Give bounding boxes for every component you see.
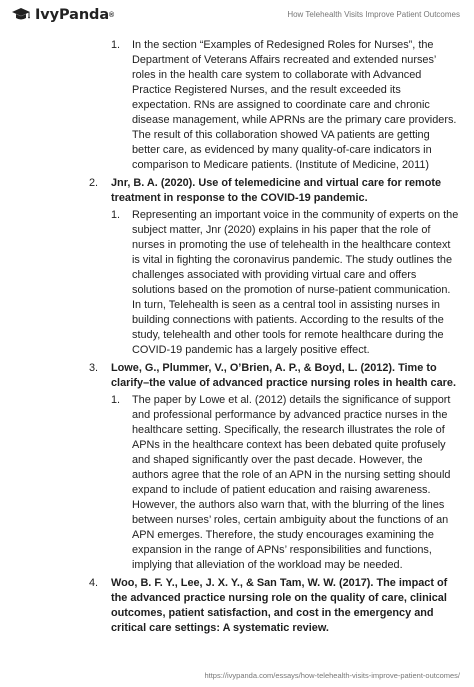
annotation-line: expansion in the range of APNs’ responsibilities and functions, xyxy=(132,544,432,556)
annotation-line: In turn, Telehealth is seen as a central tool in assisting nurses in xyxy=(132,299,440,311)
annotation-line: However, the authors also warn that, with the blurring of the lines xyxy=(132,499,445,511)
annotation-line: COVID-19 pandemic has a largely positive effect. xyxy=(132,344,370,356)
page-header xyxy=(0,0,474,28)
annotation-line: and shaped significantly over the past decade. However, the xyxy=(132,454,423,466)
document-title: How Telehealth Visits Improve Patient Outcomes xyxy=(287,10,460,19)
annotation-line: authors agree that the role of an APN in the nursing setting should xyxy=(132,469,451,481)
annotation-line: study, telehealth and other tools for remote healthcare during the xyxy=(132,329,444,341)
ivypanda-logo[interactable] xyxy=(11,7,114,23)
annotation-line: expectation. RNs are assigned to coordinate care and chronic xyxy=(132,99,430,111)
annotation-line: between nurses’ roles, certain ambiguity about the functions of an xyxy=(132,514,449,526)
reference-citation-line: clarify–the value of advanced practice nursing roles in health care. xyxy=(111,377,456,389)
reference-citation-line: Woo, B. F. Y., Lee, J. X. Y., & San Tam, W. W. (2017). The impact of xyxy=(111,577,448,589)
reference-citation-line: Jnr, B. A. (2020). Use of telemedicine and virtual care for remote xyxy=(111,177,442,189)
source-url-link[interactable]: https://ivypanda.com/essays/how-telehealth-visits-improve-patient-outcomes/ xyxy=(204,671,460,680)
reference-citation-line: treatment in response to the COVID-19 pandemic. xyxy=(111,192,368,204)
annotation-number: 1. xyxy=(111,394,121,406)
reference-number: 3. xyxy=(89,362,99,374)
annotation-line: challenges associated with providing virtual care and offers xyxy=(132,269,417,281)
annotation-line: Department of Veterans Affairs recreated and extended nurses’ xyxy=(132,54,437,66)
annotation-line: expand to include of patient education and raising awareness. xyxy=(132,484,431,496)
graduation-cap-icon xyxy=(11,7,31,23)
annotation-number: 1. xyxy=(111,39,121,51)
annotation-line: The result of this collaboration showed VA patients are getting xyxy=(132,129,430,141)
brand-name: IvyPanda xyxy=(35,7,110,23)
annotation-line: and professional performance by advanced practice nurses in the xyxy=(132,409,448,421)
reference-number: 4. xyxy=(89,577,99,589)
reference-citation-line: outcomes, patient satisfaction, and cost in the emergency and xyxy=(111,607,434,619)
annotation-line: is vital in fighting the coronavirus pandemic. The study outlines the xyxy=(132,254,453,266)
annotation-line: APNs in the healthcare context has been debated quite profusely xyxy=(132,439,446,451)
annotation-line: solutions based on the promotion of nurse-patient communication. xyxy=(132,284,451,296)
annotation-line: APN emerges. Therefore, the study encourages examining the xyxy=(132,529,434,541)
annotation-line: nurses in promoting the use of telehealth in the healthcare context xyxy=(132,239,451,251)
reference-citation-line: Lowe, G., Plummer, V., O’Brien, A. P., & Boyd, L. (2012). Time to xyxy=(111,362,437,374)
reference-number: 2. xyxy=(89,177,99,189)
annotation-line: building connections with patients. According to the results of the xyxy=(132,314,444,326)
annotation-line: roles in the health care system to collaborate with Advanced xyxy=(132,69,422,81)
annotation-number: 1. xyxy=(111,209,121,221)
annotation-line: disease management, while APRNs are the primary care providers. xyxy=(132,114,457,126)
annotation-line: Practice Registered Nurses, and the result exceeded its xyxy=(132,84,401,96)
annotation-line: subject matter, Jnr (2020) explains in his paper that the role of xyxy=(132,224,431,236)
reference-citation-line: the advanced practice nursing role on the quality of care, clinical xyxy=(111,592,447,604)
annotation-line: implying that alleviation of the workload may be needed. xyxy=(132,559,403,571)
annotation-line: In the section “Examples of Redesigned Roles for Nurses”, the xyxy=(132,39,434,51)
reference-citation-line: critical care settings: A systematic review. xyxy=(111,622,329,634)
annotation-line: comparison to Medicare patients. (Institute of Medicine, 2011) xyxy=(132,159,430,171)
brand-registered-mark: ® xyxy=(109,11,115,19)
annotation-line: better care, as evidenced by many quality-of-care indicators in xyxy=(132,144,432,156)
annotation-line: The paper by Lowe et al. (2012) details the significance of support xyxy=(132,394,451,406)
annotation-line: Representing an important voice in the community of experts on the xyxy=(132,209,459,221)
annotation-line: healthcare setting. Specifically, the research illustrates the role of xyxy=(132,424,445,436)
